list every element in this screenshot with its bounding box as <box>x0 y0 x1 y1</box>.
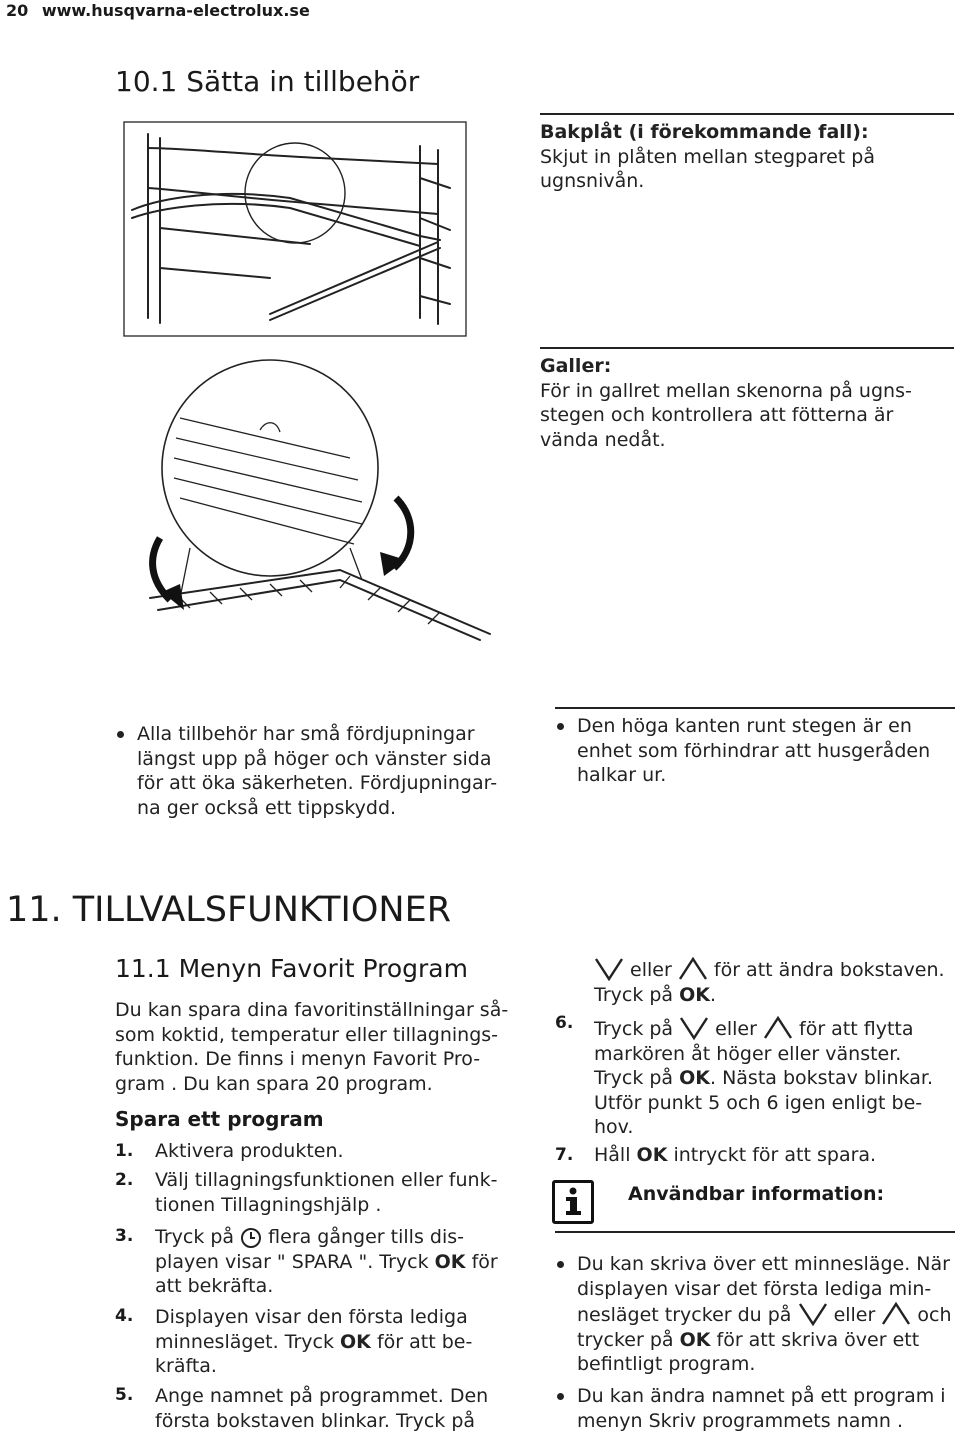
step3-text-b: flera gånger tills dis-playen visar " SPARA ". Tryck <box>155 1226 464 1273</box>
step-text-4 <box>155 1305 515 1379</box>
step-num-1: 1. <box>115 1141 134 1161</box>
chevron-down-icon <box>798 1301 828 1327</box>
grill-illustration <box>140 348 500 646</box>
grill-text: För in gallret mellan skenorna på ugns-stegen och kontrollera att fötterna är vända nedåt. <box>540 379 912 451</box>
bullet-dot <box>557 1393 564 1400</box>
step3-text-c: för att bekräfta. <box>155 1250 498 1297</box>
baking-tray-text: Skjut in plåten mellan stegparet på ugnsnivån. <box>540 145 875 192</box>
info-bullet-1 <box>557 1252 955 1377</box>
chevron-up-icon <box>881 1301 911 1327</box>
step-text-5: Ange namnet på programmet. Den första bokstaven blinkar. Tryck på <box>155 1385 489 1432</box>
step-num-6: 6. <box>555 1013 574 1033</box>
step-num-4: 4. <box>115 1306 134 1326</box>
section-heading-10-1: 10.1 Sätta in tillbehör <box>115 65 420 98</box>
eller-text: eller <box>630 959 672 981</box>
step-text-1: Aktivera produkten. <box>155 1140 344 1162</box>
step-num-2: 2. <box>115 1170 134 1190</box>
clock-icon <box>240 1227 262 1249</box>
step4-text-c: för att be-kräfta. <box>155 1330 473 1377</box>
chapter-heading-11: 11. TILLVALSFUNKTIONER <box>6 890 452 930</box>
info-b1-text-b: och trycker på <box>577 1304 952 1351</box>
chevron-up-icon <box>763 1015 793 1041</box>
step7-text-a: Håll <box>594 1144 631 1166</box>
baking-tray-illustration <box>120 118 470 340</box>
chevron-down-icon <box>594 956 624 982</box>
info-title: Användbar information: <box>628 1183 885 1205</box>
eller-text: eller <box>833 1304 876 1326</box>
info-bullet-2-text: Du kan ändra namnet på ett program i menyn Skriv programmets namn . <box>577 1385 946 1432</box>
bullet-dot <box>557 723 564 730</box>
step3-text-a: Tryck på <box>155 1226 235 1248</box>
step-num-5: 5. <box>115 1385 134 1405</box>
tryck-text: Tryck på <box>594 1018 674 1040</box>
ok-label: OK <box>679 983 710 1006</box>
page-header <box>6 0 310 22</box>
step-num-3: 3. <box>115 1226 134 1246</box>
ok-label: OK <box>679 1067 710 1089</box>
divider-info <box>555 1231 955 1233</box>
info-bullet-2 <box>557 1384 955 1433</box>
step4-text-a: Displayen visar den första lediga minnesläget. Tryck <box>155 1306 468 1353</box>
bullet-left <box>117 722 507 820</box>
section-intro: Du kan spara dina favoritinställningar så-som koktid, temperatur eller tillagnings-funktion. De finns i menyn Favorit Pro-gram . Du kan spara 20 program. <box>115 999 509 1095</box>
divider-grill <box>540 347 954 349</box>
site-url: www.husqvarna-electrolux.se <box>41 1 310 20</box>
chevron-up-icon <box>678 956 708 982</box>
step5-continuation <box>594 956 956 1007</box>
step-num-7: 7. <box>555 1145 574 1165</box>
section-heading-11-1: 11.1 Menyn Favorit Program <box>115 954 468 983</box>
bullet-left-text: Alla tillbehör har små fördjupningar längst upp på höger och vänster sida för att öka säkerheten. Fördjupningar-na ger också ett tippskydd. <box>137 723 498 819</box>
info-b1-text-a: Du kan skriva över ett minnesläge. När displayen visar det första lediga min-nesläget trycker du på <box>577 1253 950 1326</box>
tryck-text: Tryck på <box>594 1067 674 1089</box>
chevron-down-icon <box>679 1015 709 1041</box>
ok-label: OK <box>636 1144 668 1166</box>
bullet-dot <box>117 731 124 738</box>
eller-text: eller <box>715 1018 757 1040</box>
baking-tray-title: Bakplåt (i förekommande fall): <box>540 121 869 143</box>
info-icon <box>552 1180 594 1224</box>
baking-tray-desc <box>540 120 940 194</box>
info-bullet-1-text <box>577 1252 955 1377</box>
tryck-text: Tryck på <box>594 983 674 1006</box>
grill-desc <box>540 354 940 452</box>
divider-right-bullet <box>555 707 955 709</box>
ok-label: OK <box>340 1330 371 1353</box>
bullet-right <box>557 714 947 788</box>
step-text-6 <box>594 1015 956 1140</box>
step-text-2: Välj tillagningsfunktionen eller funk-tionen Tillagningshjälp . <box>155 1169 498 1216</box>
step-text-3 <box>155 1225 515 1299</box>
period: . <box>709 983 717 1006</box>
info-b1-text-c: för att skriva över ett befintligt program. <box>577 1328 920 1375</box>
step7-text-b: intryckt för att spara. <box>673 1144 877 1166</box>
step6-rest-text: . Nästa bokstav blinkar. Utför punkt 5 och 6 igen enligt be-hov. <box>594 1067 933 1138</box>
step-text-7 <box>594 1143 956 1168</box>
grill-title: Galler: <box>540 355 612 377</box>
ok-label: OK <box>679 1328 711 1351</box>
page-number: 20 <box>6 1 29 20</box>
bullet-dot <box>557 1261 564 1268</box>
ok-label: OK <box>434 1250 466 1273</box>
divider-baking-tray <box>540 113 954 115</box>
step5-after-text: för att ändra bokstaven. <box>713 959 945 981</box>
bullet-right-text: Den höga kanten runt stegen är en enhet som förhindrar att husgeråden halkar ur. <box>577 715 931 786</box>
step6-after-text: för att flytta markören åt höger eller vänster. <box>594 1018 914 1065</box>
subheading-save-program: Spara ett program <box>115 1107 324 1131</box>
